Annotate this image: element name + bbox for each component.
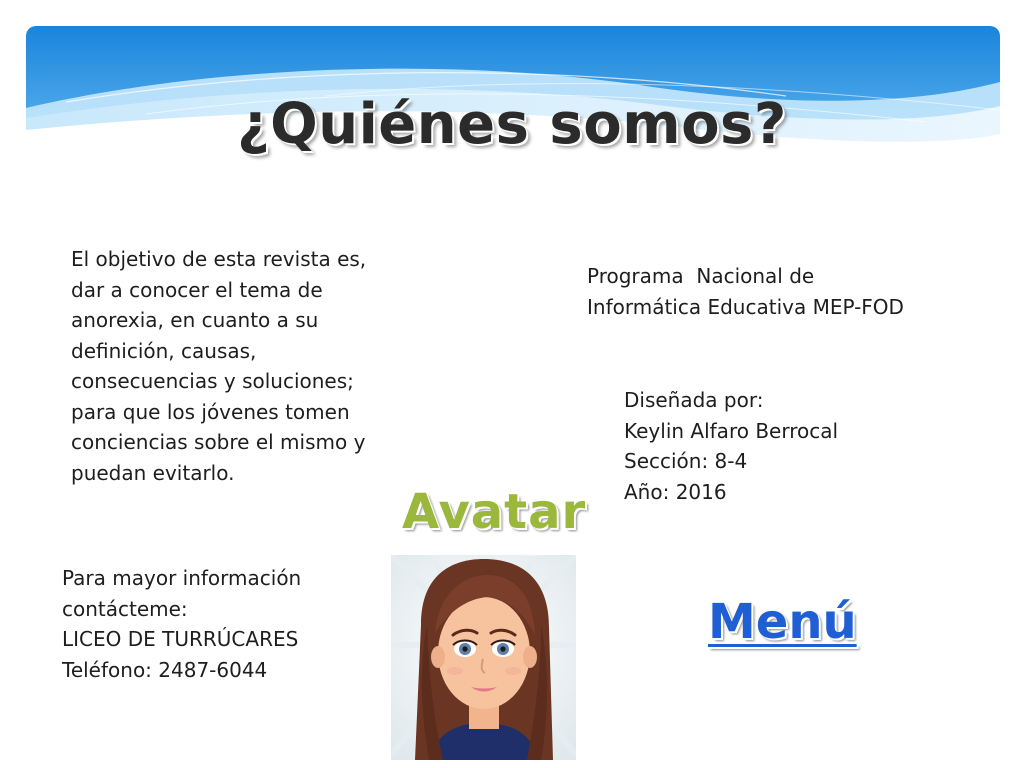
cartoon-girl-avatar-icon: [391, 555, 576, 760]
credits-info: [624, 385, 838, 507]
page-title: ¿Quiénes somos?: [237, 92, 787, 157]
program-line: Informática Educativa MEP-FOD: [587, 294, 904, 319]
objective-line: consecuencias y soluciones;: [71, 369, 354, 393]
menu-link[interactable]: Menú: [708, 594, 857, 650]
objective-line: anorexia, en cuanto a su: [71, 308, 319, 332]
objective-line: definición, causas,: [71, 338, 257, 363]
author-name: Keylin Alfaro Berrocal: [624, 418, 839, 443]
contact-line: contácteme:: [62, 596, 188, 621]
objective-line: para que los jóvenes tomen: [71, 399, 350, 424]
section-text: Sección: 8-4: [624, 449, 748, 473]
contact-line: Para mayor información: [62, 566, 302, 590]
program-info: [587, 261, 904, 322]
year-text: Año: 2016: [624, 479, 727, 504]
objective-line: puedan evitarlo.: [71, 460, 235, 485]
avatar-image: [391, 555, 576, 760]
objective-line: El objetivo de esta revista es,: [71, 247, 367, 271]
objective-paragraph: [71, 244, 366, 488]
phone-number: Teléfono: 2487-6044: [62, 657, 268, 682]
avatar-heading: Avatar: [402, 484, 587, 540]
school-name: LICEO DE TURRÚCARES: [62, 627, 299, 651]
designed-by-label: Diseñada por:: [624, 388, 764, 412]
contact-info: [62, 563, 301, 685]
program-line: Programa Nacional de: [587, 264, 815, 288]
objective-line: conciencias sobre el mismo y: [71, 430, 366, 454]
objective-line: dar a conocer el tema de: [71, 277, 323, 302]
